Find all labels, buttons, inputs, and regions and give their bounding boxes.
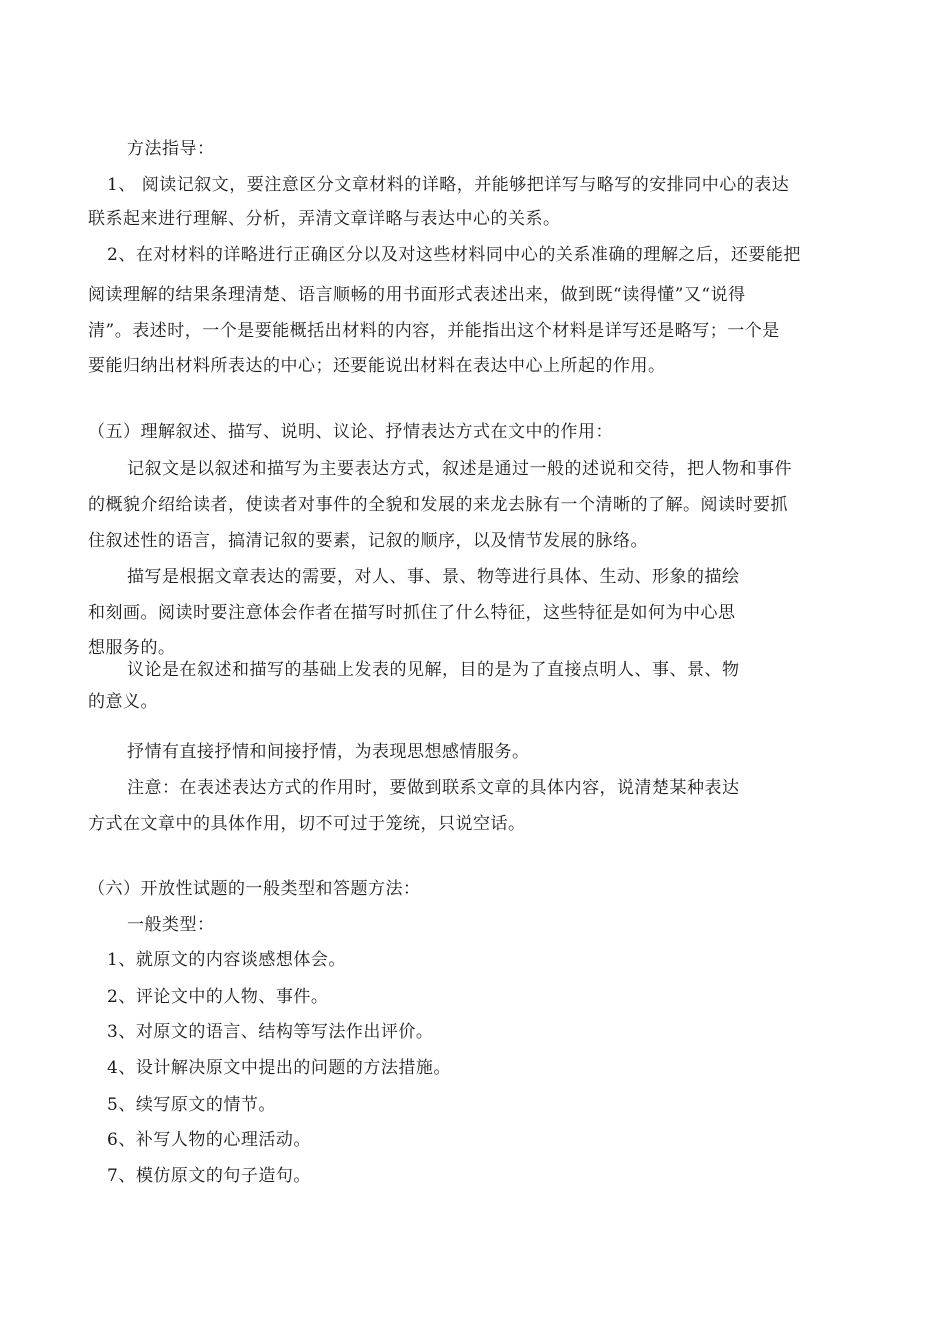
paragraph-line: 抒情有直接抒情和间接抒情，为表现思想感情服务。	[127, 742, 530, 762]
paragraph-line: 议论是在叙述和描写的基础上发表的见解，目的是为了直接点明人、事、景、物	[127, 660, 740, 680]
paragraph-line: 要能归纳出材料所表达的中心；还要能说出材料在表达中心上所起的作用。	[88, 356, 666, 376]
paragraph-line: 的意义。	[88, 692, 158, 712]
paragraph-line: 清”。表述时，一个是要能概括出材料的内容，并能指出这个材料是详写还是略写；一个是	[88, 321, 780, 341]
paragraph-line: 2、在对材料的详略进行正确区分以及对这些材料同中心的关系准确的理解之后，还要能把	[107, 245, 801, 265]
list-item: 1、就原文的内容谈感想体会。	[107, 950, 346, 970]
section-heading-6: （六）开放性试题的一般类型和答题方法：	[88, 879, 421, 899]
paragraph-line: 记叙文是以叙述和描写为主要表达方式，叙述是通过一般的述说和交待，把人物和事件	[127, 459, 792, 479]
paragraph-line: 1、 阅读记叙文，要注意区分文章材料的详略，并能够把详写与略写的安排同中心的表达	[107, 175, 790, 195]
types-heading: 一般类型：	[127, 915, 215, 935]
paragraph-line: 阅读理解的结果条理清楚、语言顺畅的用书面形式表述出来，做到既“读得懂”又“说得	[88, 285, 746, 305]
paragraph-line: 和刻画。阅读时要注意体会作者在描写时抓住了什么特征，这些特征是如何为中心思	[88, 603, 736, 623]
list-item: 4、设计解决原文中提出的问题的方法措施。	[107, 1058, 451, 1078]
list-item: 3、对原文的语言、结构等写法作出评价。	[107, 1022, 434, 1042]
paragraph-line: 注意：在表述表达方式的作用时，要做到联系文章的具体内容，说清楚某种表达	[127, 778, 740, 798]
method-guide-heading: 方法指导：	[127, 139, 215, 159]
list-item: 6、补写人物的心理活动。	[107, 1130, 311, 1150]
list-item: 2、评论文中的人物、事件。	[107, 987, 329, 1007]
paragraph-line: 描写是根据文章表达的需要，对人、事、景、物等进行具体、生动、形象的描绘	[127, 567, 740, 587]
paragraph-line: 住叙述性的语言，搞清记叙的要素，记叙的顺序，以及情节发展的脉络。	[88, 531, 648, 551]
paragraph-line: 联系起来进行理解、分析，弄清文章详略与表达中心的关系。	[88, 209, 561, 229]
section-heading-5: （五）理解叙述、描写、说明、议论、抒情表达方式在文中的作用：	[88, 422, 613, 442]
list-item: 5、续写原文的情节。	[107, 1095, 276, 1115]
list-item: 7、模仿原文的句子造句。	[107, 1166, 311, 1186]
paragraph-line: 的概貌介绍给读者，使读者对事件的全貌和发展的来龙去脉有一个清晰的了解。阅读时要抓	[88, 495, 788, 515]
paragraph-line: 想服务的。	[88, 638, 176, 658]
paragraph-line: 方式在文章中的具体作用，切不可过于笼统，只说空话。	[88, 814, 526, 834]
